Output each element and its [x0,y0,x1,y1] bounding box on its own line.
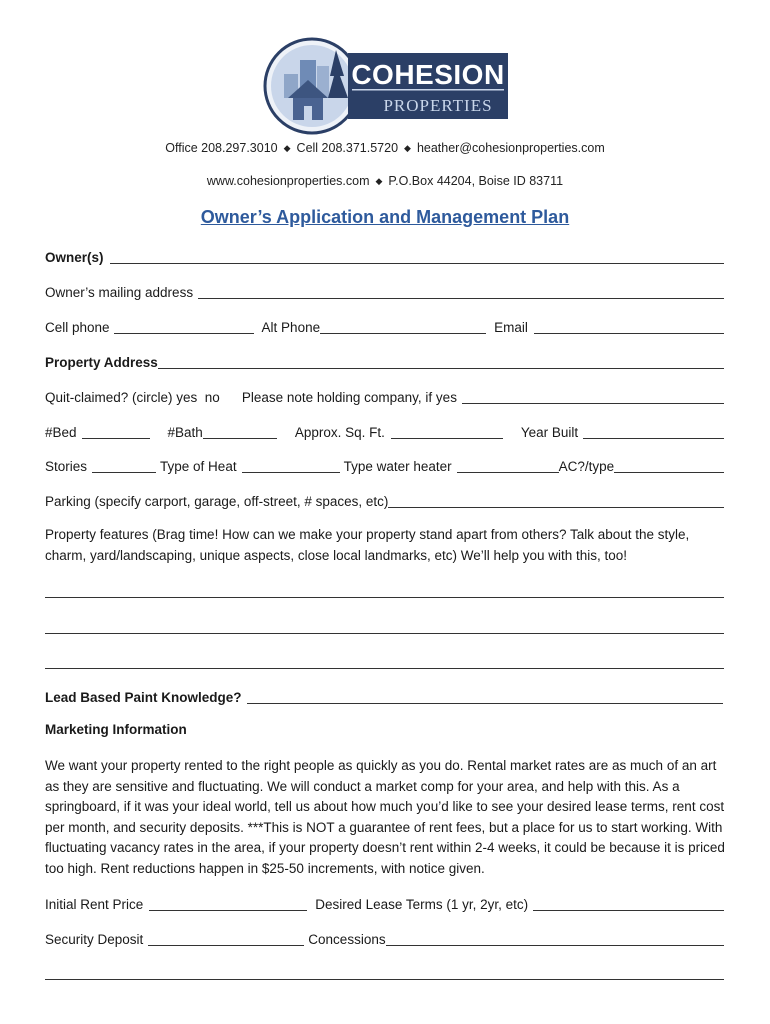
cell-phone-label: Cell phone [45,320,110,335]
stories-label: Stories [45,459,88,474]
lease-terms-label: Desired Lease Terms (1 yr, 2yr, etc) [315,897,529,912]
parking-label: Parking (specify carport, garage, off-street, # spaces, etc) [45,494,389,509]
rent-lease-row [45,893,724,915]
water-heater-field[interactable] [457,471,559,473]
features-answer-line-1[interactable] [45,597,724,598]
property-address-label: Property Address [45,355,158,370]
bath-label: #Bath [167,425,203,440]
separator-diamond-icon: ◆ [283,143,291,153]
separator-diamond-icon: ◆ [404,143,411,153]
security-deposit-field[interactable] [148,944,304,946]
initial-rent-field[interactable] [149,909,307,911]
heat-field[interactable] [242,471,340,473]
lead-paint-field[interactable] [247,702,723,704]
stories-field[interactable] [92,471,156,473]
owners-label: Owner(s) [45,250,104,265]
bath-field[interactable] [203,437,277,439]
ac-field[interactable] [614,471,724,473]
lease-terms-field[interactable] [533,909,724,911]
deposit-concessions-row [45,928,724,950]
features-answer-line-2[interactable] [45,633,724,634]
security-deposit-label: Security Deposit [45,932,144,947]
mailing-field[interactable] [198,297,724,299]
property-features-prompt: Property features (Brag time! How can we make your property stand apart from others? Talk about the style, charm, yard/landscaping, unique aspects, close local landmarks, etc) We’ll help you with this, too! [45,527,690,563]
holding-company-label: Please note holding company, if yes [241,390,457,405]
year-built-field[interactable] [583,437,724,439]
heat-label: Type of Heat [160,459,237,474]
parking-row [45,490,724,512]
marketing-body: We want your property rented to the right people as quickly as you do. Rental market rates are as much of an art as they are sensitive and fluctuating. We will conduct a market comp for your area, and help with this. As a springboard, if it was your ideal world, tell us about how much you’d like to see your desired lease terms, rent cost per month, and security deposits. ***This is NOT a guarantee of rent fees, but a place for us to start working. With fluctuating vacancy rates in the area, if your property doesn’t rent within 2-4 weeks, it could be because it is priced too high. Rent reductions happen in $25-50 increments, with notice given. [45,758,725,876]
property-address-row [45,351,724,373]
email-field[interactable] [534,332,724,334]
initial-rent-label: Initial Rent Price [45,897,144,912]
property-address-field[interactable] [158,367,724,369]
holding-company-field[interactable] [462,402,724,404]
separator-diamond-icon: ◆ [375,176,383,186]
logo-brand-text: COHESION [351,59,505,90]
quitclaim-label: Quit-claimed? (circle) yes no [45,390,220,405]
page-title: Owner’s Application and Management Plan [200,207,570,227]
sqft-label: Approx. Sq. Ft. [294,425,385,440]
concessions-field[interactable] [386,944,724,946]
cell-phone-field[interactable] [114,332,254,334]
year-built-label: Year Built [520,425,579,440]
water-heater-label: Type water heater [343,459,452,474]
mailing-po-box: P.O.Box 44204, Boise ID 83711 [388,174,564,188]
office-phone: Office 208.297.3010 [165,141,278,155]
email-label: Email [494,320,528,335]
logo-graphic [262,36,510,136]
concessions-label: Concessions [308,932,386,947]
lead-paint-label: Lead Based Paint Knowledge? [45,690,242,705]
company-logo [262,36,510,136]
marketing-heading: Marketing Information [45,722,187,737]
alt-phone-field[interactable] [320,332,486,334]
owners-field[interactable] [110,262,724,264]
logo-sub-text: PROPERTIES [383,96,493,115]
bed-bath-row [45,421,724,443]
quitclaim-row [45,386,724,408]
stories-heat-row [45,455,724,477]
website: www.cohesionproperties.com [206,174,370,188]
cell-phone: Cell 208.371.5720 [296,141,399,155]
concessions-answer-line[interactable] [45,979,724,980]
bed-label: #Bed [45,425,77,440]
ac-label: AC?/type [558,459,615,474]
alt-phone-label: Alt Phone [261,320,321,335]
sqft-field[interactable] [391,437,503,439]
bed-field[interactable] [82,437,150,439]
parking-field[interactable] [388,506,724,508]
owners-row [45,246,724,268]
lead-paint-row [45,686,724,708]
mailing-row [45,281,724,303]
contact-email: heather@cohesionproperties.com [416,141,605,155]
contact-line-web [0,174,770,188]
phones-row [45,316,724,338]
mailing-label: Owner’s mailing address [45,285,194,300]
features-answer-line-3[interactable] [45,668,724,669]
contact-line-phones [0,141,770,155]
